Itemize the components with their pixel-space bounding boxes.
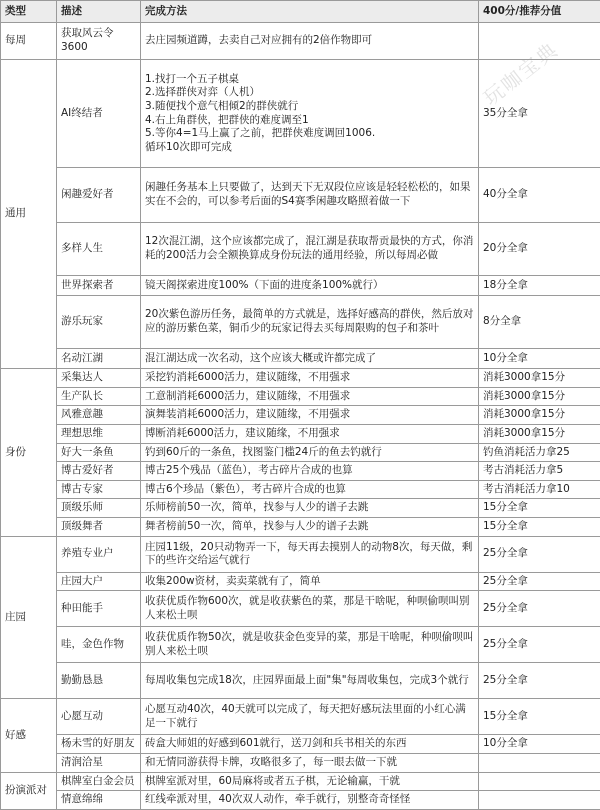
score-cell: 10分全拿 [479,735,600,754]
score-cell: 8分全拿 [479,296,600,349]
method-cell: 12次混江湖，这个应该都完成了，混江湖是获取帮贡最快的方式，你消耗的200活力会全额换算成身份玩法的通用经验，所以每周必做 [141,223,479,276]
score-cell: 25分全拿 [479,591,600,627]
table-row [1,462,600,481]
method-cell: 20次紫色游历任务，最简单的方式就是，选择好感高的群侠，然后放对应的游历紫色菜，铜币少的玩家记得去买每周限购的包子和茶叶 [141,296,479,349]
method-cell: 收获优质作物600次，就是收获紫色的菜，那是干啥呢，种呗偷呗叫别人来松土呗 [141,591,479,627]
table-row [1,60,600,168]
method-cell: 博古6个珍品（紫色），考古碎片合成的也算 [141,480,479,499]
table-row [1,572,600,591]
score-cell: 10分全拿 [479,349,600,369]
score-cell: 消耗3000拿15分 [479,406,600,425]
desc-cell: 哇，金色作物 [57,627,141,663]
table-row [1,387,600,406]
desc-cell: 养殖专业户 [57,536,141,572]
desc-cell: 心愿互动 [57,699,141,735]
method-cell: 收集200w资材，卖卖菜就有了，简单 [141,572,479,591]
method-cell: 工意制消耗6000活力，建议随缘，不用强求 [141,387,479,406]
method-cell: 砖盒大师姐的好感到601就行，送刀剑和兵书相关的东西 [141,735,479,754]
score-cell: 消耗3000拿15分 [479,424,600,443]
score-cell: 40分全拿 [479,168,600,223]
method-cell: 演舞装消耗6000活力，建议随缘，不用强求 [141,406,479,425]
score-cell: 15分全拿 [479,499,600,518]
desc-cell: 顶级乐师 [57,499,141,518]
method-cell: 钓到60斤的一条鱼，找图鉴门槛24斤的鱼去钓就行 [141,443,479,462]
desc-cell: 世界探索者 [57,276,141,296]
table-row [1,223,600,276]
score-cell [479,754,600,773]
table-row [1,591,600,627]
method-cell: 心愿互动40次，40天就可以完成了，每天把好感玩法里面的小红心满足一下就行 [141,699,479,735]
desc-cell: 杨未雪的好朋友 [57,735,141,754]
desc-cell: 勤勤恳恳 [57,663,141,699]
desc-cell: 庄园大户 [57,572,141,591]
desc-cell: 获取风云令3600 [57,23,141,60]
table-row [1,791,600,810]
desc-cell: 顶级舞者 [57,518,141,537]
score-cell [479,23,600,60]
method-cell: 棋牌室派对里，60局麻将或者五子棋，无论输赢，干就 [141,772,479,791]
table-row [1,735,600,754]
method-cell: 采挖钓消耗6000活力，建议随缘，不用强求 [141,369,479,388]
table-row [1,168,600,223]
table-row [1,536,600,572]
desc-cell: 名动江湖 [57,349,141,369]
table-row [1,424,600,443]
score-cell: 钓鱼消耗活力拿25 [479,443,600,462]
table-header-row [1,1,600,23]
method-cell: 闲趣任务基本上只要做了，达到天下无双段位应该是轻轻松松的，如果实在不会的，可以参考后面的S4赛季闲趣攻略照着做一下 [141,168,479,223]
method-cell: 博古25个残品（蓝色），考古碎片合成的也算 [141,462,479,481]
score-cell: 25分全拿 [479,627,600,663]
score-cell: 25分全拿 [479,663,600,699]
header-score: 400分/推荐分值 [479,1,600,23]
table-row [1,518,600,537]
table-row [1,627,600,663]
score-cell: 25分全拿 [479,572,600,591]
table-row [1,480,600,499]
score-cell [479,772,600,791]
table-row [1,754,600,773]
table-row [1,443,600,462]
score-cell: 25分全拿 [479,536,600,572]
header-desc: 描述 [57,1,141,23]
table-row [1,276,600,296]
desc-cell: 游乐玩家 [57,296,141,349]
type-cell: 每周 [1,23,57,60]
type-cell: 好感 [1,699,57,772]
desc-cell: 棋牌室白金会员 [57,772,141,791]
score-cell: 35分全拿 [479,60,600,168]
method-cell: 去庄园频道蹲，去卖自己对应拥有的2倍作物即可 [141,23,479,60]
type-cell: 通用 [1,60,57,369]
type-cell: 庄园 [1,536,57,699]
desc-cell: 清润洽星 [57,754,141,773]
method-cell: 混江湖达成一次名动，这个应该大概或许都完成了 [141,349,479,369]
desc-cell: 采集达人 [57,369,141,388]
score-cell [479,791,600,810]
table-row [1,296,600,349]
table-row [1,772,600,791]
score-cell: 15分全拿 [479,699,600,735]
method-cell: 和无情同游获得卡牌，攻略很多了，每一眼去做一下就 [141,754,479,773]
table-row [1,663,600,699]
desc-cell: AI终结者 [57,60,141,168]
table-row [1,406,600,425]
method-cell: 1.找打一个五子棋桌 2.选择群侠对弈（人机） 3.随便找个意气相倾2的群侠就行 4.右上角群侠，把群侠的难度调至1 5.等你4=1马上赢了之前，把群侠难度调回1006. 循环10次即可完成 [141,60,479,168]
header-type: 类型 [1,1,57,23]
method-cell: 红线牵派对里，40次双人动作，牵手就行，别整奇奇怪怪 [141,791,479,810]
type-cell: 身份 [1,369,57,537]
score-cell: 考古消耗活力拿10 [479,480,600,499]
score-cell: 20分全拿 [479,223,600,276]
table-row [1,23,600,60]
desc-cell: 闲趣爱好者 [57,168,141,223]
method-cell: 每周收集包完成18次，庄园界面最上面"集"每周收集包，完成3个就行 [141,663,479,699]
type-cell: 扮演派对 [1,772,57,809]
score-cell: 考古消耗活力拿5 [479,462,600,481]
table-row [1,349,600,369]
score-cell: 15分全拿 [479,518,600,537]
table-row [1,369,600,388]
method-cell: 博断消耗6000活力，建议随缘，不用强求 [141,424,479,443]
desc-cell: 生产队长 [57,387,141,406]
desc-cell: 多样人生 [57,223,141,276]
method-cell: 舞者榜前50一次，简单，找参与人少的谱子去跳 [141,518,479,537]
score-cell: 18分全拿 [479,276,600,296]
header-method: 完成方法 [141,1,479,23]
table-row [1,699,600,735]
desc-cell: 博古爱好者 [57,462,141,481]
score-cell: 消耗3000拿15分 [479,369,600,388]
score-cell: 消耗3000拿15分 [479,387,600,406]
method-cell: 镜天阁探索进度100%（下面的进度条100%就行） [141,276,479,296]
desc-cell: 情意绵绵 [57,791,141,810]
method-cell: 庄园11级，20只动物弄一下，每天再去摸别人的动物8次，每天做，剩下的些许交给运气就行 [141,536,479,572]
desc-cell: 种田能手 [57,591,141,627]
desc-cell: 好大一条鱼 [57,443,141,462]
table-row [1,499,600,518]
watermark: 玩咖宝典 [476,34,563,111]
desc-cell: 博古专家 [57,480,141,499]
desc-cell: 风雅意趣 [57,406,141,425]
desc-cell: 理想思维 [57,424,141,443]
method-cell: 乐师榜前50一次，简单，找参与人少的谱子去跳 [141,499,479,518]
method-cell: 收获优质作物50次，就是收获金色变异的菜，那是干啥呢，种呗偷呗叫别人来松土呗 [141,627,479,663]
